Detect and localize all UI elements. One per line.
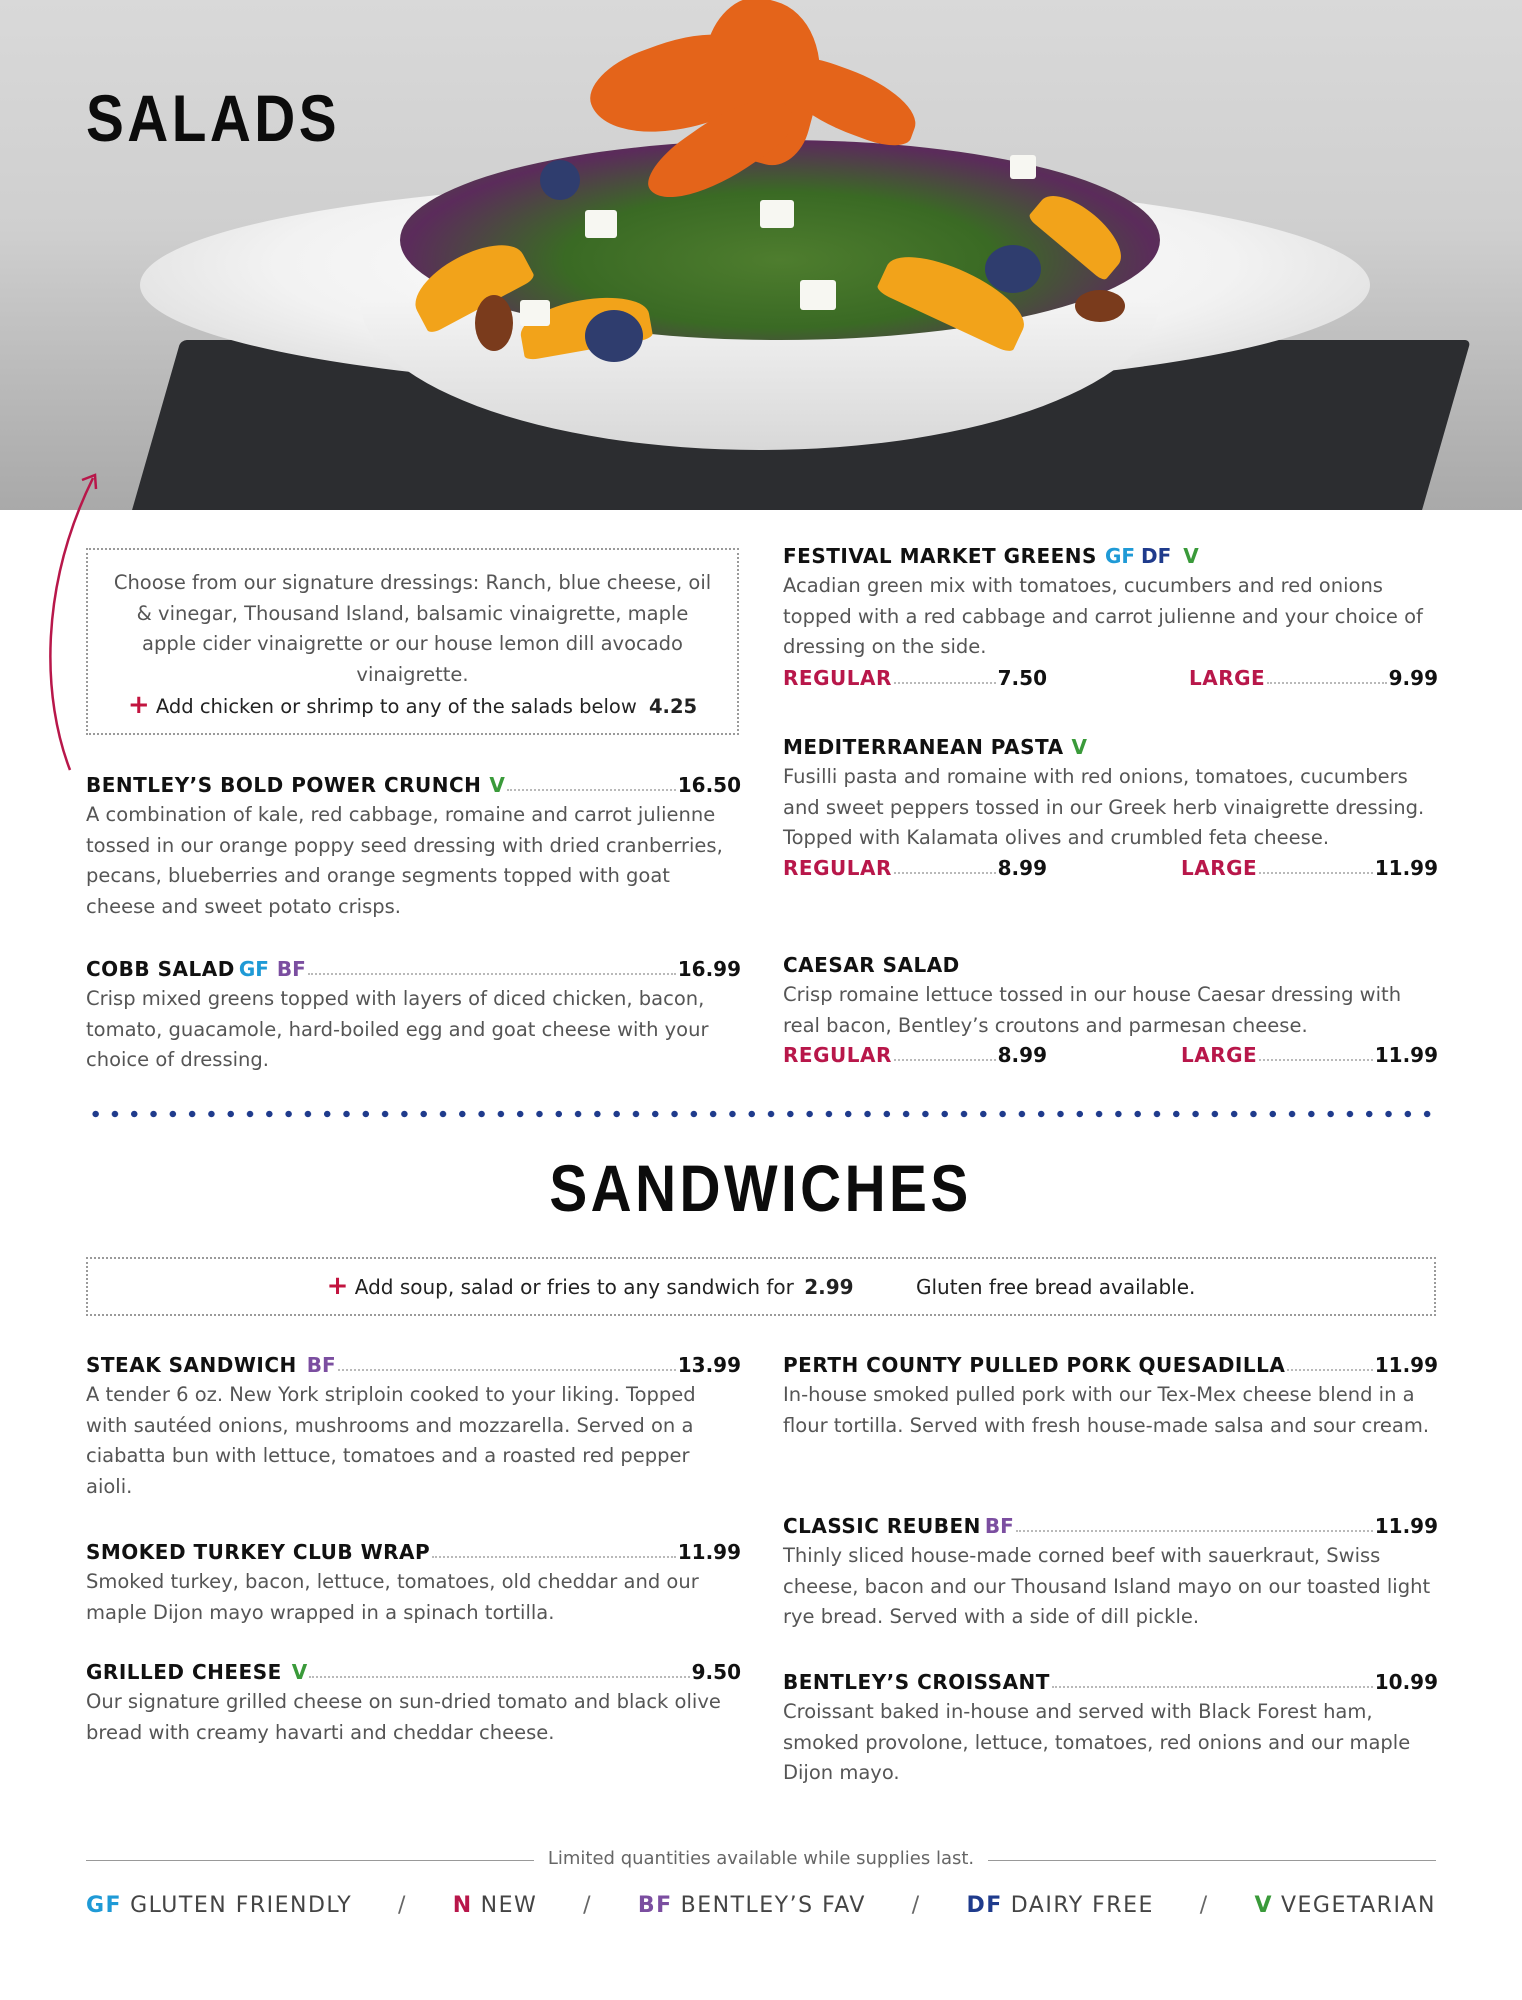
tag-gf: GF (238, 957, 269, 981)
item-desc: Crisp romaine lettuce tossed in our house Caesar dressing with real bacon, Bentley’s croutons and parmesan cheese. (783, 983, 1402, 1037)
legend-label: DAIRY FREE (1010, 1893, 1154, 1918)
large-price: 11.99 (1374, 1043, 1438, 1067)
menu-item (86, 1353, 741, 1502)
regular-price: 8.99 (997, 855, 1047, 880)
menu-item (783, 544, 1438, 690)
tag-v: V (1183, 544, 1199, 568)
salad-addon-price: 4.25 (648, 695, 698, 718)
regular-price: 8.99 (997, 1043, 1047, 1067)
legend-separator: / (583, 1893, 593, 1918)
dressings-box (86, 548, 739, 735)
item-name: CAESAR SALAD (783, 953, 960, 977)
item-price: 10.99 (1374, 1670, 1438, 1694)
dietary-legend (86, 1893, 1436, 1918)
tag-v: V (489, 773, 505, 797)
item-name: COBB SALAD (86, 957, 235, 981)
item-name: BENTLEY’S CROISSANT (783, 1670, 1050, 1694)
tag-bf: BF (984, 1514, 1014, 1538)
item-name: MEDITERRANEAN PASTA (783, 735, 1064, 759)
menu-item (86, 957, 741, 1076)
item-name: FESTIVAL MARKET GREENS (783, 544, 1097, 568)
blueberry (540, 160, 580, 200)
item-desc: Thinly sliced house-made corned beef with sauerkraut, Swiss cheese, bacon and our Thousand Island mayo on our toasted light rye bread. Served with a side of dill pickle. (783, 1544, 1431, 1628)
regular-label: REGULAR (783, 1043, 892, 1067)
goat-cheese (520, 300, 550, 326)
legend-key: N (452, 1893, 473, 1918)
regular-label: REGULAR (783, 855, 892, 880)
salad-greens (400, 140, 1160, 340)
sandwich-addon-text: Add soup, salad or fries to any sandwich for (354, 1275, 794, 1299)
section-divider (86, 1108, 1436, 1120)
menu-item (86, 1540, 741, 1628)
item-name: CLASSIC REUBEN (783, 1514, 981, 1538)
plus-icon: + (127, 690, 150, 720)
item-desc: A combination of kale, red cabbage, romaine and carrot julienne tossed in our orange poppy seed dressing with dried cranberries, pecans, blueberries and orange segments topped with goat cheese and sweet potato crisps. (86, 803, 723, 918)
legend-separator: / (1199, 1893, 1209, 1918)
goat-cheese (760, 200, 794, 228)
salads-heading: SALADS (86, 81, 341, 155)
salad-addon (88, 690, 737, 720)
legend-label: GLUTEN FRIENDLY (130, 1893, 353, 1918)
legend-v (1254, 1893, 1436, 1918)
sandwich-addon-price: 2.99 (804, 1275, 854, 1299)
menu-item (783, 1514, 1438, 1633)
plus-icon: + (326, 1271, 349, 1301)
item-price: 11.99 (1374, 1353, 1438, 1377)
limited-quantities-note: Limited quantities available while supplies last. (547, 1848, 975, 1869)
item-price: 11.99 (1374, 1514, 1438, 1538)
large-price: 9.99 (1388, 665, 1438, 690)
menu-item (783, 1353, 1438, 1441)
item-price: 13.99 (677, 1353, 741, 1377)
footer-rule (86, 1860, 534, 1861)
legend-label: BENTLEY’S FAV (680, 1893, 866, 1918)
dressings-note: Choose from our signature dressings: Ranch, blue cheese, oil & vinegar, Thousand Island, balsamic vinaigrette, maple apple cider vinaigrette or our house lemon dill avocado vinaigrette. (113, 571, 712, 686)
menu-item (86, 1660, 741, 1748)
blueberry (985, 245, 1041, 293)
tag-bf: BF (276, 957, 306, 981)
goat-cheese (1010, 155, 1036, 179)
gluten-free-bread-note: Gluten free bread available. (915, 1275, 1196, 1299)
tag-df: DF (1141, 544, 1172, 568)
item-desc: A tender 6 oz. New York striploin cooked to your liking. Topped with sautéed onions, mushrooms and mozzarella. Served on a ciabatta bun with lettuce, tomatoes and a roasted red pepper aioli. (86, 1383, 696, 1498)
item-name: SMOKED TURKEY CLUB WRAP (86, 1540, 431, 1564)
tag-v: V (291, 1660, 308, 1684)
legend-gf (86, 1893, 352, 1918)
salad-hero-image (0, 0, 1522, 510)
item-name: GRILLED CHEESE (86, 1660, 282, 1684)
large-label: LARGE (1181, 1043, 1258, 1067)
item-desc: Croissant baked in-house and served with Black Forest ham, smoked provolone, lettuce, tomatoes, red onions and our maple Dijon mayo. (783, 1700, 1411, 1784)
item-price: 16.50 (677, 773, 741, 797)
sandwiches-heading (0, 1150, 1522, 1226)
item-desc: Crisp mixed greens topped with layers of diced chicken, bacon, tomato, guacamole, hard-boiled egg and goat cheese with your choice of dressing. (86, 987, 709, 1071)
sandwiches-heading-text: SANDWICHES (549, 1151, 973, 1225)
regular-price: 7.50 (997, 665, 1047, 690)
item-name: BENTLEY’S BOLD POWER CRUNCH (86, 773, 482, 797)
menu-item (783, 953, 1438, 1067)
tag-v: V (1071, 735, 1088, 759)
item-desc: Smoked turkey, bacon, lettuce, tomatoes, old cheddar and our maple Dijon mayo wrapped in a spinach tortilla. (86, 1570, 699, 1624)
legend-key: DF (966, 1893, 1003, 1918)
legend-label: NEW (480, 1893, 538, 1918)
item-name: PERTH COUNTY PULLED PORK QUESADILLA (783, 1353, 1286, 1377)
legend-separator: / (911, 1893, 921, 1918)
goat-cheese (585, 210, 617, 238)
legend-df (966, 1893, 1153, 1918)
legend-new (453, 1893, 538, 1918)
legend-separator: / (398, 1893, 407, 1918)
large-price: 11.99 (1374, 855, 1438, 880)
sandwich-addon (88, 1271, 1434, 1301)
menu-item (783, 1670, 1438, 1789)
blueberry (585, 310, 643, 362)
item-desc: Our signature grilled cheese on sun-dried tomato and black olive bread with creamy havarti and cheddar cheese. (86, 1690, 721, 1744)
item-price: 9.50 (691, 1660, 741, 1684)
legend-key: BF (637, 1893, 673, 1918)
menu-item (783, 735, 1438, 880)
pecan (475, 295, 513, 351)
item-name: STEAK SANDWICH (86, 1353, 297, 1377)
large-label: LARGE (1189, 665, 1266, 690)
legend-label: VEGETARIAN (1280, 1893, 1436, 1918)
regular-label: REGULAR (783, 665, 892, 690)
item-price: 11.99 (677, 1540, 741, 1564)
legend-bf (638, 1893, 866, 1918)
pecan (1075, 290, 1125, 322)
sandwich-addon-box (86, 1257, 1436, 1316)
item-desc: Fusilli pasta and romaine with red onions, tomatoes, cucumbers and sweet peppers tossed in our Greek herb vinaigrette dressing. Topped with Kalamata olives and crumbled feta cheese. (783, 765, 1425, 849)
tag-gf: GF (1104, 544, 1136, 568)
tag-bf: BF (306, 1353, 336, 1377)
item-desc: In-house smoked pulled pork with our Tex-Mex cheese blend in a flour tortilla. Served with fresh house-made salsa and sour cream. (783, 1383, 1430, 1437)
goat-cheese (800, 280, 836, 310)
footer-rule (988, 1860, 1436, 1861)
menu-item (86, 773, 741, 922)
legend-key: V (1254, 1893, 1273, 1918)
salad-addon-text: Add chicken or shrimp to any of the salads below (155, 695, 637, 718)
item-price: 16.99 (677, 957, 741, 981)
legend-key: GF (86, 1893, 123, 1918)
item-desc: Acadian green mix with tomatoes, cucumbers and red onions topped with a red cabbage and carrot julienne and your choice of dressing on the side. (783, 574, 1423, 658)
large-label: LARGE (1181, 855, 1258, 880)
